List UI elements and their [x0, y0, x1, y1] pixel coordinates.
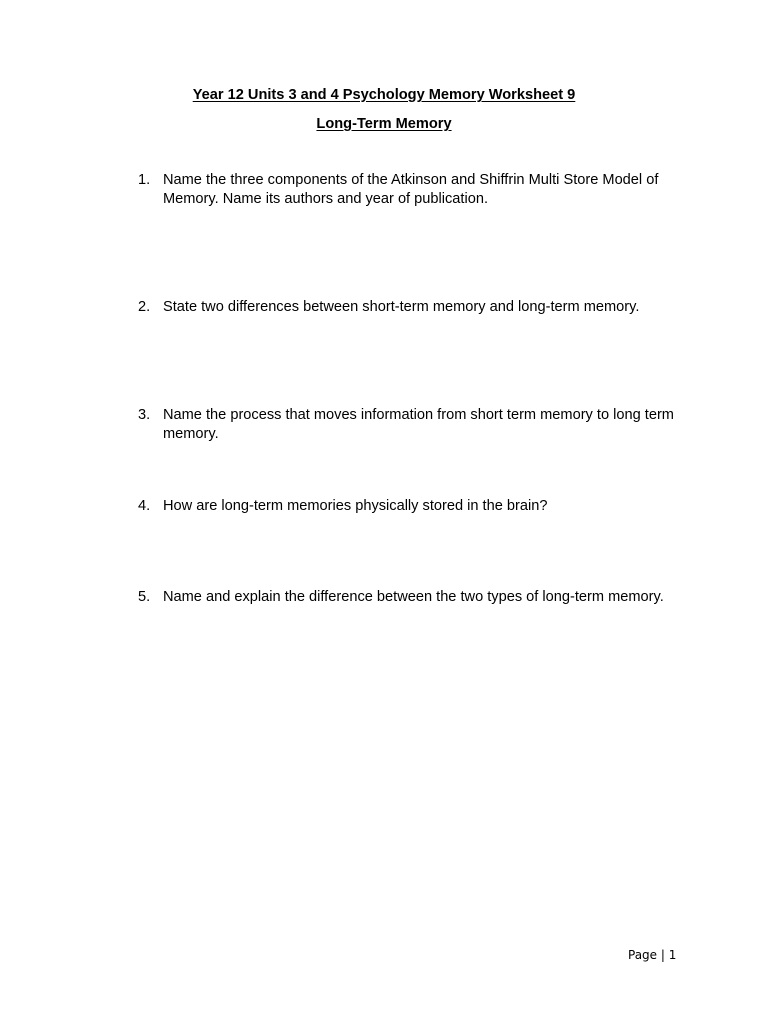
question-number: 5.	[138, 589, 151, 605]
question-text: Name the process that moves information from short term memory to long term memory.	[163, 407, 674, 442]
question-1	[138, 171, 698, 209]
question-2	[138, 298, 698, 317]
question-number: 1.	[138, 172, 151, 188]
question-5	[138, 588, 698, 607]
question-text: How are long-term memories physically stored in the brain?	[163, 498, 548, 514]
page-subtitle: Long-Term Memory	[316, 116, 452, 132]
question-number: 2.	[138, 299, 151, 315]
question-text: State two differences between short-term memory and long-term memory.	[163, 299, 640, 315]
question-3	[138, 406, 698, 444]
question-number: 3.	[138, 407, 151, 423]
question-4	[138, 497, 698, 516]
question-text: Name the three components of the Atkinson and Shiffrin Multi Store Model of Memory. Name its authors and year of publication.	[163, 172, 659, 207]
page-title: Year 12 Units 3 and 4 Psychology Memory Worksheet 9	[192, 87, 576, 103]
question-text: Name and explain the difference between the two types of long-term memory.	[163, 589, 664, 605]
page-number-footer: Page | 1	[628, 948, 677, 962]
question-number: 4.	[138, 498, 151, 514]
